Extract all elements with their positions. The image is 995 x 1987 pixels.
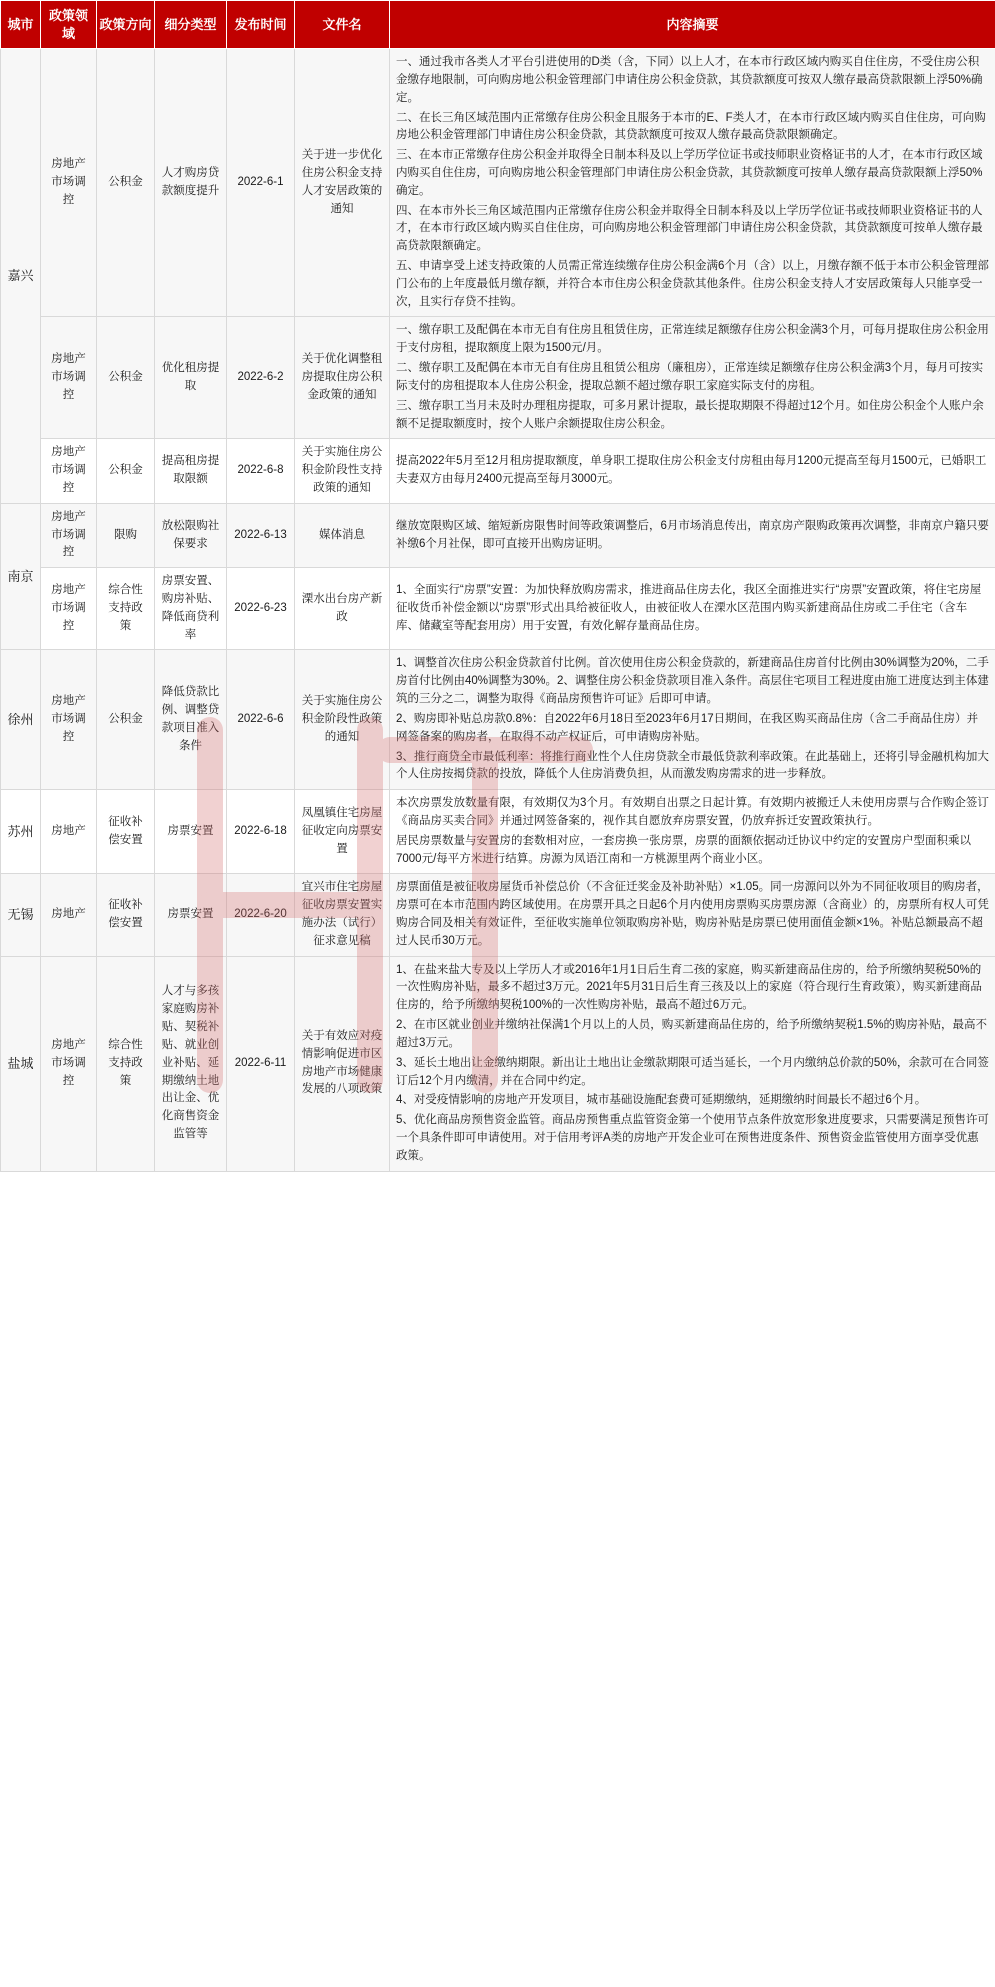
cell-city: 盐城 — [1, 956, 41, 1171]
cell-document-name: 关于有效应对疫情影响促进市区房地产市场健康发展的八项政策 — [295, 956, 390, 1171]
cell-summary: 继放宽限购区域、缩短新房限售时间等政策调整后，6月市场消息传出，南京房产限购政策再次调整，非南京户籍只要补缴6个月社保，即可直接开出购房证明。 — [390, 503, 995, 567]
cell-release-date: 2022-6-18 — [227, 790, 295, 874]
cell-policy-direction: 限购 — [97, 503, 155, 567]
cell-policy-field: 房地产市场调控 — [41, 49, 97, 317]
cell-summary: 一、缴存职工及配偶在本市无自有住房且租赁住房，正常连续足额缴存住房公积金满3个月，可每月提取住房公积金用于支付房租，提取额度上限为1500元/月。 二、缴存职工及配偶在本市无自有住房且租赁公租房（廉租房），正常连续足额缴存住房公积金满3个月，每月可按实际支付的房租提取本人住房公积金，提取总额不超过缴存职工家庭实际支付的房租。 三、缴存职工当月未及时办理租房提取，可多月累计提取，最长提取期限不得超过12个月。如住房公积金个人账户余额不足提取额度时，按个人账户余额提取住房公积金。 — [390, 317, 995, 439]
table-body — [1, 49, 995, 1172]
cell-policy-field: 房地产市场调控 — [41, 650, 97, 790]
cell-release-date: 2022-6-2 — [227, 317, 295, 439]
cell-city: 徐州 — [1, 650, 41, 790]
cell-summary: 1、在盐来盐大专及以上学历人才或2016年1月1日后生育二孩的家庭，购买新建商品住房的，给予所缴纳契税50%的一次性购房补贴，最多不超过3万元。2021年5月31日后生育三孩及以上的家庭（符合现行生育政策），购买新建商品住房的，给予所缴纳契税100%的一次性购房补贴，最高不超过6万元。 2、在市区就业创业并缴纳社保满1个月以上的人员，购买新建商品住房的，给予所缴纳契税1.5%的购房补贴，最高不超过3万元。 3、延长土地出让金缴纳期限。新出让土地出让金缴款期限可适当延长，一个月内缴纳总价款的50%，余款可在合同签订后12个月内缴清，并在合同中约定。 4、对受疫情影响的房地产开发项目，城市基础设施配套费可延期缴纳，延期缴纳时间最长不超过6个月。 5、优化商品房预售资金监管。商品房预售重点监管资金第一个使用节点条件放宽形象进度要求，只需要满足预售许可一个具条件即可申请使用。对于信用考评A类的房地产开发企业可在预售进度条件、预售资金监管使用方面享受优惠政策。 — [390, 956, 995, 1171]
cell-subtype: 人才购房贷款额度提升 — [155, 49, 227, 317]
cell-policy-direction: 公积金 — [97, 317, 155, 439]
cell-document-name: 媒体消息 — [295, 503, 390, 567]
cell-release-date: 2022-6-20 — [227, 874, 295, 956]
cell-policy-direction: 公积金 — [97, 650, 155, 790]
cell-release-date: 2022-6-8 — [227, 439, 295, 503]
table-row — [1, 790, 995, 874]
cell-document-name: 溧水出台房产新政 — [295, 568, 390, 650]
cell-document-name: 关于进一步优化住房公积金支持人才安居政策的通知 — [295, 49, 390, 317]
table-row — [1, 317, 995, 439]
table-row — [1, 568, 995, 650]
cell-summary: 提高2022年5月至12月租房提取额度，单身职工提取住房公积金支付房租由每月1200元提高至每月1500元，已婚职工夫妻双方由每月2400元提高至每月3000元。 — [390, 439, 995, 503]
cell-city: 南京 — [1, 503, 41, 650]
cell-release-date: 2022-6-13 — [227, 503, 295, 567]
cell-policy-field: 房地产市场调控 — [41, 439, 97, 503]
cell-subtype: 放松限购社保要求 — [155, 503, 227, 567]
cell-policy-direction: 综合性支持政策 — [97, 956, 155, 1171]
table-row — [1, 439, 995, 503]
cell-policy-field: 房地产市场调控 — [41, 317, 97, 439]
cell-summary: 1、调整首次住房公积金贷款首付比例。首次使用住房公积金贷款的，新建商品住房首付比例由30%调整为20%，二手房首付比例由40%调整为30%。2、调整住房公积金贷款项目准入条件。高层住宅项目工程进度由施工进度达到主体建筑的三分之二，调整为取得《商品房预售许可证》后即可申请。 2、购房即补贴总房款0.8%：自2022年6月18日至2023年6月17日期间，在我区购买商品住房（含二手商品住房）并网签备案的购房者，在取得不动产权证后，可申请购房补贴。 3、推行商贷全市最低利率：将推行商业性个人住房贷款全市最低贷款利率政策。在此基础上，还将引导金融机构加大个人住房按揭贷款的投放，降低个人住房消费负担，从而激发购房需求的进一步释放。 — [390, 650, 995, 790]
cell-summary: 房票面值是被征收房屋货币补偿总价（不含征迁奖金及补助补贴）×1.05。同一房源问以外为不同征收项目的购房者，房票可在本市范围内跨区域使用。在房票开具之日起6个月内使用房票购买房票房源（含商业）的，房票所有权人可凭购房合同及相关有效证件，至征收实施单位领取购房补贴，购房补贴是房票已使用面值金额×1%。补贴总额最高不超过人民币30万元。 — [390, 874, 995, 956]
cell-policy-direction: 征收补偿安置 — [97, 874, 155, 956]
header-release-date: 发布时间 — [227, 1, 295, 49]
cell-subtype: 降低贷款比例、调整贷款项目准入条件 — [155, 650, 227, 790]
cell-policy-field: 房地产市场调控 — [41, 568, 97, 650]
table-row — [1, 503, 995, 567]
cell-policy-direction: 公积金 — [97, 439, 155, 503]
cell-document-name: 宜兴市住宅房屋征收房票安置实施办法（试行）征求意见稿 — [295, 874, 390, 956]
cell-policy-direction: 征收补偿安置 — [97, 790, 155, 874]
cell-subtype: 房票安置 — [155, 874, 227, 956]
cell-subtype: 提高租房提取限额 — [155, 439, 227, 503]
cell-subtype: 人才与多孩家庭购房补贴、契税补贴、就业创业补贴、延期缴纳土地出让金、优化商售资金监管等 — [155, 956, 227, 1171]
cell-policy-field: 房地产市场调控 — [41, 503, 97, 567]
cell-summary: 一、通过我市各类人才平台引进使用的D类（含，下同）以上人才，在本市行政区域内购买自住住房，不受住房公积金缴存地限制，可向购房地公积金管理部门申请住房公积金贷款，其贷款额度可按双人缴存最高贷款限额上浮50%确定。 二、在长三角区域范围内正常缴存住房公积金且服务于本市的E、F类人才，在本市行政区域内购买自住住房，可向购房地公积金管理部门申请住房公积金贷款，其贷款额度可按双人缴存最高贷款限额确定。 三、在本市正常缴存住房公积金并取得全日制本科及以上学历学位证书或技师职业资格证书的人才，在本市行政区域内购买自住住房，可向购房地公积金管理部门申请住房公积金贷款，其贷款额度可按单人缴存最高贷款限额上浮50%确定。 四、在本市外长三角区域范围内正常缴存住房公积金并取得全日制本科及以上学历学位证书或技师职业资格证书的人才，在本市行政区域内购买自住住房，可向购房地公积金管理部门申请住房公积金贷款，其贷款额度可按单人缴存最高贷款限额确定。 五、申请享受上述支持政策的人员需正常连续缴存住房公积金满6个月（含）以上，月缴存额不低于本市公积金管理部门公布的上年度最低月缴存额，并符合本市住房公积金贷款其他条件。住房公积金支持人才安居政策每人只能享受一次，且实行存贷不挂钩。 — [390, 49, 995, 317]
cell-city: 苏州 — [1, 790, 41, 874]
cell-subtype: 房票安置 — [155, 790, 227, 874]
header-subtype: 细分类型 — [155, 1, 227, 49]
table-row — [1, 49, 995, 317]
table-header-row — [1, 1, 995, 49]
cell-release-date: 2022-6-23 — [227, 568, 295, 650]
table-row — [1, 650, 995, 790]
cell-policy-field: 房地产 — [41, 874, 97, 956]
cell-document-name: 关于实施住房公积金阶段性支持政策的通知 — [295, 439, 390, 503]
cell-summary: 1、全面实行“房票”安置：为加快释放购房需求，推进商品住房去化，我区全面推进实行“房票”安置政策，将住宅房屋征收货币补偿金额以“房票”形式出具给被征收人，由被征收人在溧水区范围内购买新建商品住房或二手住宅（含车库、储藏室等配套用房）用于安置，有效化解存量商品住房。 — [390, 568, 995, 650]
cell-subtype: 房票安置、购房补贴、降低商贷利率 — [155, 568, 227, 650]
cell-summary: 本次房票发放数量有限，有效期仅为3个月。有效期自出票之日起计算。有效期内被搬迁人未使用房票与合作购企签订《商品房买卖合同》并通过网签备案的，视作其自愿放弃房票安置，仍放弃拆迁安置政策执行。 居民房票数量与安置房的套数相对应，一套房换一张房票，房票的面额依据动迁协议中约定的安置房户型面积乘以7000元/每平方米进行结算。房源为凤语江南和一方桃源里两个商业小区。 — [390, 790, 995, 874]
table-row — [1, 956, 995, 1171]
cell-document-name: 凤凰镇住宅房屋征收定向房票安置 — [295, 790, 390, 874]
cell-document-name: 关于优化调整租房提取住房公积金政策的通知 — [295, 317, 390, 439]
cell-city: 嘉兴 — [1, 49, 41, 504]
cell-policy-direction: 公积金 — [97, 49, 155, 317]
cell-policy-field: 房地产 — [41, 790, 97, 874]
header-summary: 内容摘要 — [390, 1, 995, 49]
header-document-name: 文件名 — [295, 1, 390, 49]
cell-subtype: 优化租房提取 — [155, 317, 227, 439]
cell-document-name: 关于实施住房公积金阶段性政策的通知 — [295, 650, 390, 790]
header-policy-field: 政策领域 — [41, 1, 97, 49]
cell-release-date: 2022-6-11 — [227, 956, 295, 1171]
table-row — [1, 874, 995, 956]
header-city: 城市 — [1, 1, 41, 49]
header-policy-direction: 政策方向 — [97, 1, 155, 49]
cell-release-date: 2022-6-6 — [227, 650, 295, 790]
cell-policy-field: 房地产市场调控 — [41, 956, 97, 1171]
cell-policy-direction: 综合性支持政策 — [97, 568, 155, 650]
cell-release-date: 2022-6-1 — [227, 49, 295, 317]
cell-city: 无锡 — [1, 874, 41, 956]
